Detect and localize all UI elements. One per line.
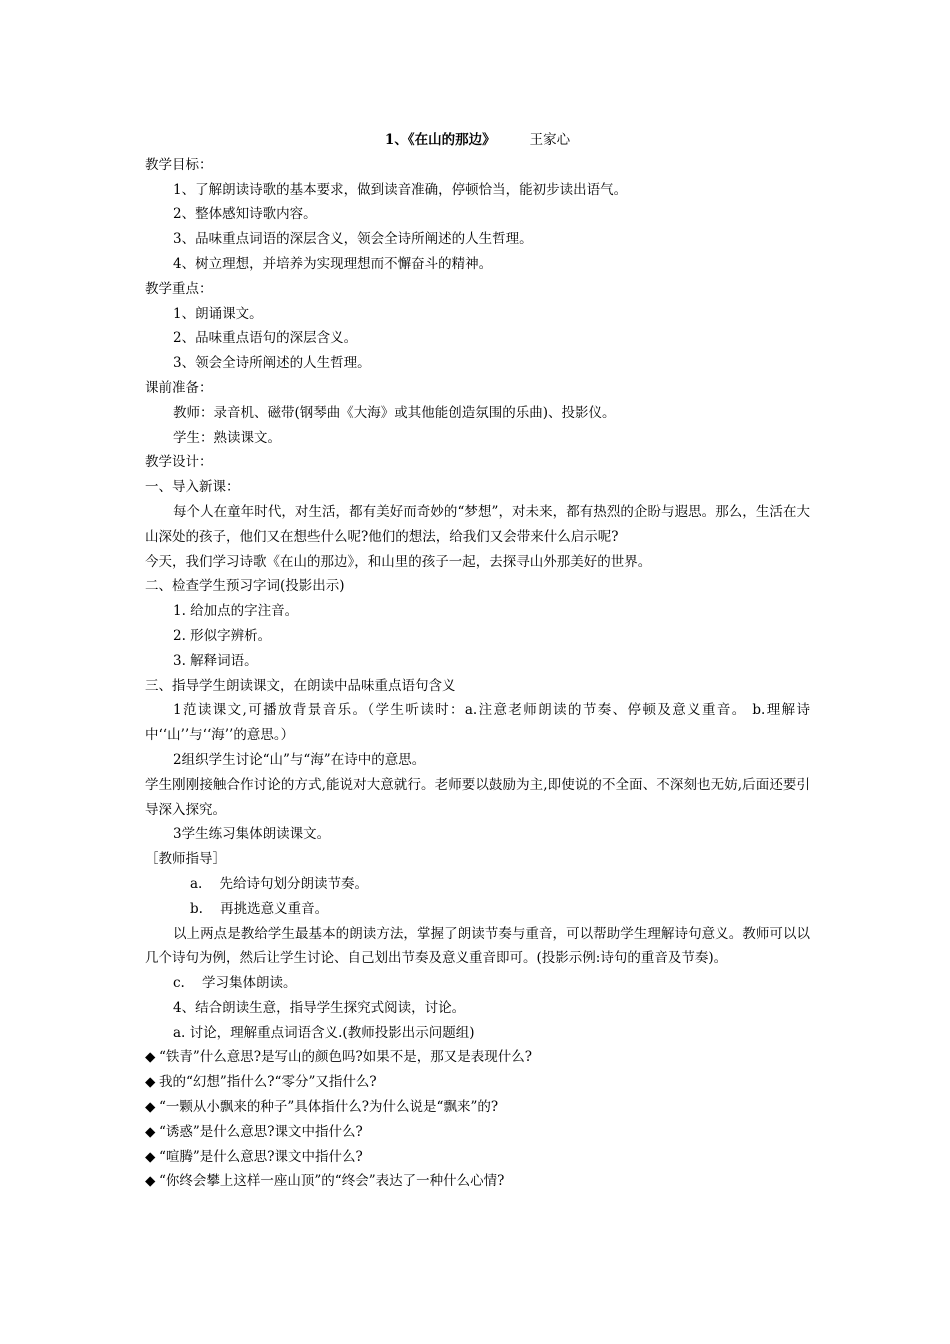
question-item: ◆ “诱惑”是什么意思?课文中指什么? bbox=[145, 1120, 810, 1145]
guide-sub-c: c. 学习集体朗读。 bbox=[173, 975, 297, 992]
goal-item: 4、树立理想，并培养为实现理想而不懈奋斗的精神。 bbox=[173, 255, 493, 272]
diamond-bullet-icon: ◆ bbox=[145, 1123, 156, 1140]
reading-step-4: 4、结合朗读生意，指导学生探究式阅读，讨论。 bbox=[173, 999, 466, 1016]
question-item: ◆ “一颗从小飘来的种子”具体指什么?为什么说是“飘来”的? bbox=[145, 1095, 810, 1120]
discussion-note: 学生刚刚接触合作讨论的方式,能说对大意就行。老师要以鼓励为主,即使说的不全面、不深刻也无妨,后面还要引导深入探究。 bbox=[145, 776, 810, 818]
diamond-bullet-icon: ◆ bbox=[145, 1049, 156, 1066]
goal-item: 1、了解朗读诗歌的基本要求，做到读音准确，停顿恰当，能初步读出语气。 bbox=[173, 181, 628, 198]
diamond-bullet-icon: ◆ bbox=[145, 1099, 156, 1116]
diamond-bullet-icon: ◆ bbox=[145, 1173, 156, 1190]
intro-paragraph-2: 今天，我们学习诗歌《在山的那边》，和山里的孩子一起，去探寻山外那美好的世界。 bbox=[145, 553, 652, 570]
diamond-bullet-icon: ◆ bbox=[145, 1074, 156, 1091]
preview-item: 3. 解释词语。 bbox=[173, 652, 258, 669]
reading-step-2: 2组织学生讨论“山”与“海”在诗中的意思。 bbox=[173, 751, 426, 768]
reading-step-3: 3学生练习集体朗读课文。 bbox=[173, 826, 331, 843]
keypoint-item: 3、领会全诗所阐述的人生哲理。 bbox=[173, 355, 371, 372]
method-paragraph: 以上两点是教给学生最基本的朗读方法，掌握了朗读节奏与重音，可以帮助学生理解诗句意义。教师可以以几个诗句为例，然后让学生讨论、自己划出节奏及意义重音即可。(投影示例:诗句的重音及节奏)。 bbox=[145, 925, 810, 967]
prep-item: 教师：录音机、磁带(钢琴曲《大海》或其他能创造氛围的乐曲)、投影仪。 bbox=[173, 404, 616, 421]
document-body bbox=[145, 128, 810, 1194]
question-item: ◆ “铁青”什么意思?是写山的颜色吗?如果不是，那又是表现什么? bbox=[145, 1045, 810, 1070]
reading-step-1: 1范读课文,可播放背景音乐。（学生听读时：a.注意老师朗读的节奏、停顿及意义重音。 b.理解诗中‘‘山’’与‘‘海’’的意思。） bbox=[145, 702, 810, 744]
keypoint-item: 2、品味重点语句的深层含义。 bbox=[173, 330, 358, 347]
prep-heading: 课前准备： bbox=[145, 379, 213, 396]
author-name: 王家心 bbox=[529, 132, 571, 148]
keypoint-item: 1、朗诵课文。 bbox=[173, 305, 263, 322]
prep-item: 学生：熟读课文。 bbox=[173, 429, 281, 446]
lesson-title: 1、《在山的那边》 bbox=[384, 132, 496, 148]
intro-paragraph: 每个人在童年时代，对生活，都有美好而奇妙的“梦想”，对未来，都有热烈的企盼与遐思。那么，生活在大山深处的孩子，他们又在想些什么呢?他们的想法，给我们又会带来什么启示呢? bbox=[145, 503, 810, 545]
preview-item: 1. 给加点的字注音。 bbox=[173, 603, 299, 620]
section-3-heading: 三、指导学生朗读课文，在朗读中品味重点语句含义 bbox=[145, 677, 456, 694]
question-item: ◆ “喧腾”是什么意思?课文中指什么? bbox=[145, 1145, 810, 1170]
design-heading: 教学设计： bbox=[145, 454, 213, 471]
document-title bbox=[145, 128, 810, 153]
guide-sub-b: b. 再挑选意义重音。 bbox=[190, 900, 329, 917]
keypoints-heading: 教学重点： bbox=[145, 280, 213, 297]
section-2-heading: 二、检查学生预习字词(投影出示) bbox=[145, 578, 345, 595]
diamond-bullet-icon: ◆ bbox=[145, 1148, 156, 1165]
goals-heading: 教学目标： bbox=[145, 156, 213, 173]
goal-item: 3、品味重点词语的深层含义，领会全诗所阐述的人生哲理。 bbox=[173, 231, 533, 248]
preview-item: 2. 形似字辨析。 bbox=[173, 627, 272, 644]
goal-item: 2、整体感知诗歌内容。 bbox=[173, 206, 317, 223]
section-1-heading: 一、导入新课： bbox=[145, 479, 240, 496]
guide-sub-a: a. 先给诗句划分朗读节奏。 bbox=[190, 875, 369, 892]
discussion-prompt: a. 讨论，理解重点词语含义.(教师投影出示问题组) bbox=[173, 1024, 475, 1041]
question-item: ◆ “你终会攀上这样一座山顶”的“终会”表达了一种什么心情? bbox=[145, 1169, 810, 1194]
teacher-guide-label: ［教师指导］ bbox=[145, 851, 226, 868]
question-item: ◆ 我的“幻想”指什么?“零分”又指什么? bbox=[145, 1070, 810, 1095]
